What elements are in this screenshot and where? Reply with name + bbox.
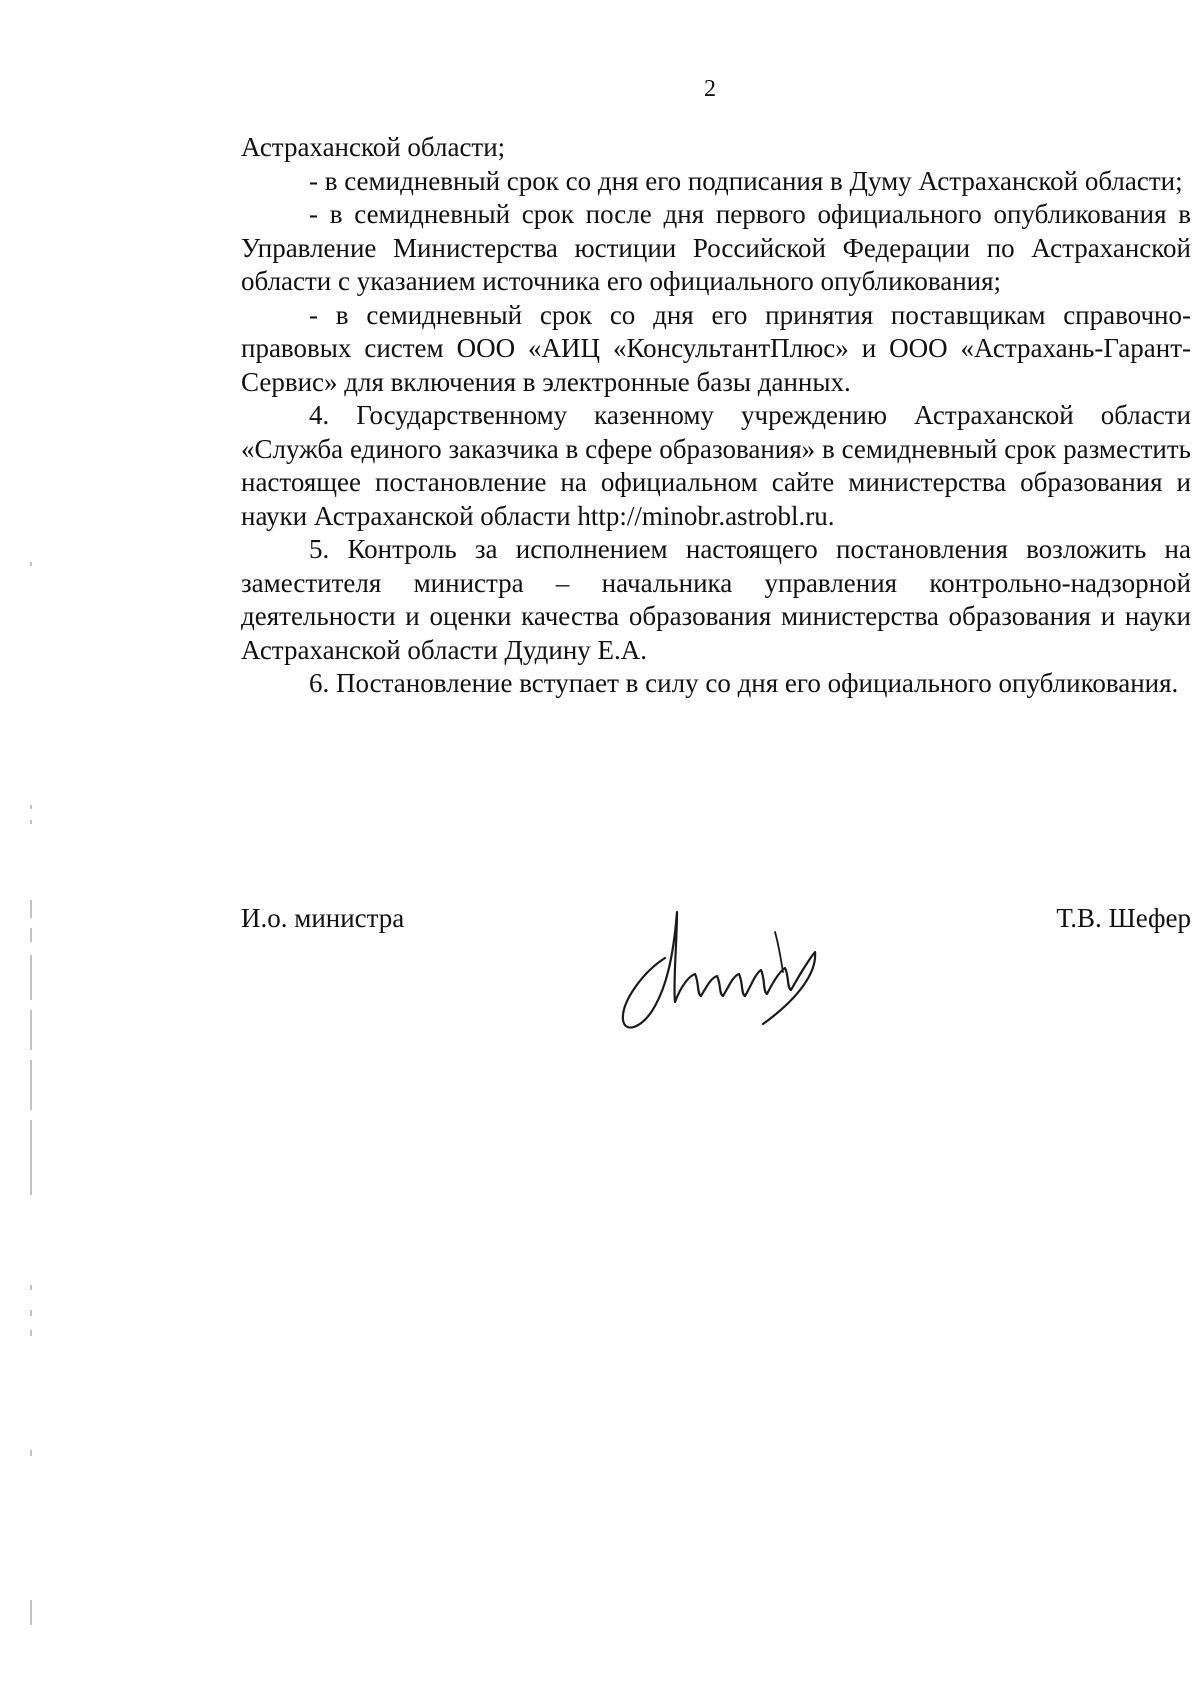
- signature-block: [241, 902, 1191, 1042]
- page-number: 2: [704, 76, 716, 102]
- handwritten-signature: [603, 902, 833, 1037]
- scan-edge-marks: [28, 0, 34, 1697]
- paragraph: - в семидневный срок после дня первого официального опубликования в Управление Министерства юстиции Российской Федерации по Астраханской области с указанием источника его официального опубликования;: [241, 199, 1191, 296]
- paragraph: - в семидневный срок со дня его подписания в Думу Астраханской области;: [309, 165, 1183, 196]
- paragraph: 5. Контроль за исполнением настоящего постановления возложить на заместителя министра – начальника управления контрольно-надзорной деятельности и оценки качества образования министерства образования и науки Астраханской области Дудину Е.А.: [241, 534, 1191, 665]
- paragraph: Астраханской области;: [241, 132, 506, 162]
- document-body: [241, 131, 1191, 701]
- paragraph: - в семидневный срок со дня его принятия поставщикам справочно-правовых систем ООО «АИЦ «КонсультантПлюс» и ООО «Астрахань-Гарант-Сервис» для включения в электронные базы данных.: [241, 299, 1191, 397]
- signatory-role: И.о. министра: [241, 903, 405, 933]
- paragraph: 6. Постановление вступает в силу со дня его официального опубликования.: [309, 668, 1179, 698]
- signatory-name: Т.В. Шефер: [1056, 903, 1191, 933]
- paragraph: 4. Государственному казенному учреждению Астраханской области «Служба единого заказчика в сфере образования» в семидневный срок разместить настоящее постановление на официальном сайте министерства образования и науки Астраханской области http://minobr.astrobl.ru.: [241, 400, 1191, 531]
